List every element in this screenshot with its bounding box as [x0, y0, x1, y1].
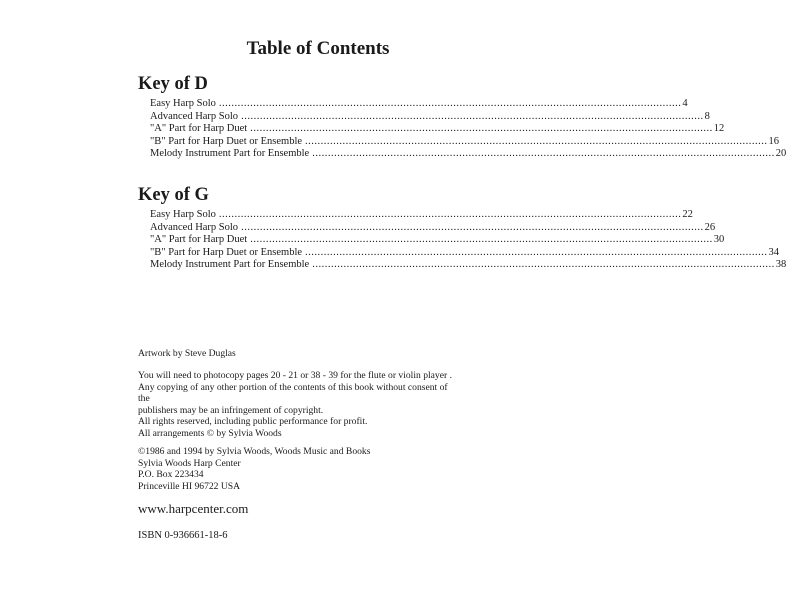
- toc-entry: [150, 259, 786, 272]
- toc-entry-page: 20: [775, 148, 786, 160]
- publisher-line: P.O. Box 223434: [138, 469, 204, 481]
- toc-entry-page: 12: [713, 123, 725, 135]
- section-heading-key-of-g: Key of G: [138, 185, 209, 205]
- toc-entry-page: 22: [682, 209, 693, 220]
- notice-line: publishers may be an infringement of copyright.: [138, 404, 324, 416]
- dot-leader: ....................................................................................................................................................: [312, 259, 775, 271]
- dot-leader: ....................................................................................................................................................: [218, 209, 682, 220]
- dot-leader: ....................................................................................................................................................: [241, 110, 704, 122]
- notice-line: Any copying of any other portion of the contents of this book without consent of the: [138, 381, 448, 405]
- toc-entry-label: Melody Instrument Part for Ensemble: [150, 259, 310, 271]
- dot-leader: ....................................................................................................................................................: [218, 98, 682, 109]
- isbn-text: ISBN 0-936661-18-6: [138, 530, 228, 541]
- rights-line: All rights reserved, including public performance for profit.: [138, 416, 368, 427]
- publisher-info: [138, 446, 458, 492]
- toc-entry: [150, 209, 693, 222]
- artwork-credit-text: Artwork by Steve Duglas: [138, 348, 236, 359]
- dot-leader: ....................................................................................................................................................: [305, 246, 768, 258]
- isbn: [138, 530, 458, 542]
- toc-entry-label: Advanced Harp Solo: [150, 221, 239, 233]
- toc-entry: [150, 135, 780, 149]
- dot-leader: ....................................................................................................................................................: [250, 234, 713, 246]
- toc-entry: [150, 110, 710, 124]
- toc-list-key-of-d: [150, 98, 786, 161]
- toc-entry-label: "A" Part for Harp Duet: [150, 234, 248, 246]
- publisher-line: Princeville HI 96722 USA: [138, 480, 241, 492]
- toc-entry-page: 30: [713, 234, 725, 246]
- toc-entry-page: 26: [704, 221, 716, 233]
- toc-entry-label: Melody Instrument Part for Ensemble: [150, 148, 310, 160]
- toc-entry-label: "B" Part for Harp Duet or Ensemble: [150, 135, 303, 147]
- toc-entry-label: "B" Part for Harp Duet or Ensemble: [150, 246, 303, 258]
- toc-entry-label: "A" Part for Harp Duet: [150, 123, 248, 135]
- rights-notice: [138, 416, 458, 439]
- toc-entry-page: 38: [775, 259, 786, 271]
- rights-line: All arrangements © by Sylvia Woods: [138, 427, 282, 439]
- toc-list-key-of-g: [150, 209, 786, 272]
- section-heading-key-of-d: Key of D: [138, 74, 208, 94]
- toc-entry-page: 8: [704, 110, 710, 122]
- photocopy-notice: [138, 370, 458, 416]
- toc-entry-page: 4: [682, 98, 688, 109]
- notice-line: You will need to photocopy pages 20 - 21 or 38 - 39 for the flute or violin player .: [138, 370, 452, 381]
- dot-leader: ....................................................................................................................................................: [305, 135, 768, 147]
- toc-entry: [150, 234, 725, 247]
- toc-entry-page: 16: [768, 135, 780, 147]
- toc-entry: [150, 221, 716, 235]
- publisher-line: ©1986 and 1994 by Sylvia Woods, Woods Music and Books: [138, 446, 371, 457]
- artwork-credit: [138, 348, 458, 360]
- toc-entry-label: Advanced Harp Solo: [150, 110, 239, 122]
- toc-entry: [150, 123, 725, 136]
- toc-entry: [150, 246, 780, 260]
- dot-leader: ....................................................................................................................................................: [250, 123, 713, 135]
- publisher-line: Sylvia Woods Harp Center: [138, 457, 241, 469]
- toc-entry: [150, 98, 688, 111]
- dot-leader: ....................................................................................................................................................: [312, 148, 775, 160]
- toc-entry: [150, 148, 786, 161]
- toc-entry-label: Easy Harp Solo: [150, 209, 216, 220]
- page-title: Table of Contents: [246, 38, 390, 59]
- website-url: www.harpcenter.com: [138, 501, 249, 516]
- toc-entry-label: Easy Harp Solo: [150, 98, 216, 109]
- toc-entry-page: 34: [768, 246, 780, 258]
- dot-leader: ....................................................................................................................................................: [241, 221, 704, 233]
